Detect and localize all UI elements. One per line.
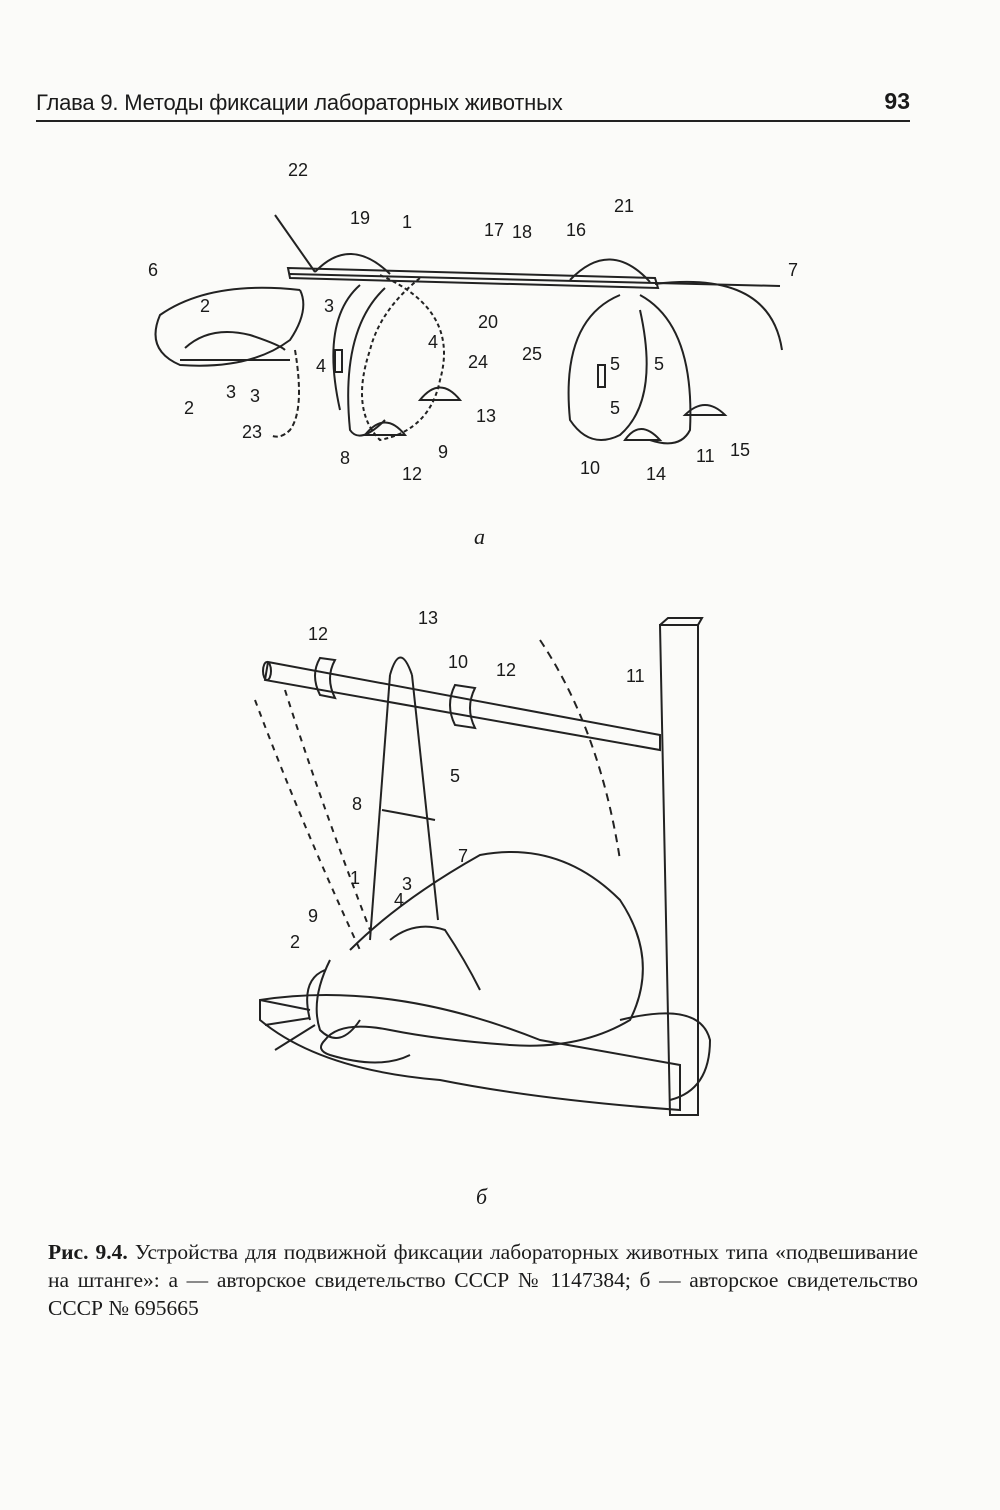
callout-18: 18 xyxy=(512,222,533,242)
callout-9: 9 xyxy=(308,906,319,926)
figure-b-drawing xyxy=(240,600,740,1120)
callout-22: 22 xyxy=(288,160,309,180)
callout-23: 23 xyxy=(242,422,263,442)
figure-a-sublabel: а xyxy=(474,524,485,549)
callout-25: 25 xyxy=(522,344,543,364)
callout-3: 3 xyxy=(402,874,413,894)
caption-text: Устройства для подвижной фиксации лабораторных животных типа «подвешивание на штанге»: а — авторское свидетельство СССР № 1147384; б — авторское свидетельство СССР № 695665 xyxy=(48,1240,918,1320)
callout-5b: 5 xyxy=(610,398,621,418)
callout-1: 1 xyxy=(350,868,361,888)
callout-9: 9 xyxy=(438,442,449,462)
callout-2: 2 xyxy=(200,296,211,316)
callout-11: 11 xyxy=(696,446,715,466)
callout-11: 11 xyxy=(626,666,645,686)
callout-8: 8 xyxy=(340,448,351,468)
callout-5: 5 xyxy=(450,766,461,786)
page-number: 93 xyxy=(884,88,910,114)
callout-12b: 12 xyxy=(496,660,517,680)
callout-10: 10 xyxy=(580,458,601,478)
callout-3b: 3 xyxy=(226,382,237,402)
callout-2b: 2 xyxy=(184,398,195,418)
callout-2: 2 xyxy=(290,932,301,952)
callout-7: 7 xyxy=(788,260,799,280)
callout-13: 13 xyxy=(476,406,497,426)
callout-20: 20 xyxy=(478,312,499,332)
callout-5: 5 xyxy=(654,354,665,374)
figure-a-drawing xyxy=(140,150,820,510)
figure-caption xyxy=(48,1238,918,1322)
callout-14: 14 xyxy=(646,464,667,484)
callout-4b: 4 xyxy=(316,356,327,376)
running-head: Глава 9. Методы фиксации лабораторных животных xyxy=(36,90,563,115)
callout-5c: 5 xyxy=(610,354,621,374)
callout-3: 3 xyxy=(324,296,335,316)
callout-8: 8 xyxy=(352,794,363,814)
callout-15: 15 xyxy=(730,440,751,460)
callout-12: 12 xyxy=(308,624,329,644)
callout-4: 4 xyxy=(394,890,405,910)
callout-21: 21 xyxy=(614,196,635,216)
callout-16: 16 xyxy=(566,220,587,240)
figure-b-sublabel: б xyxy=(476,1184,488,1209)
page-header xyxy=(36,88,910,122)
callout-6: 6 xyxy=(148,260,159,280)
callout-24: 24 xyxy=(468,352,489,372)
callout-1: 1 xyxy=(402,212,413,232)
callout-12: 12 xyxy=(402,464,423,484)
callout-17: 17 xyxy=(484,220,505,240)
callout-7: 7 xyxy=(458,846,469,866)
caption-label: Рис. 9.4. xyxy=(48,1240,128,1264)
callout-10: 10 xyxy=(448,652,469,672)
callout-13: 13 xyxy=(418,608,439,628)
callout-19: 19 xyxy=(350,208,371,228)
callout-4: 4 xyxy=(428,332,439,352)
callout-3c: 3 xyxy=(250,386,261,406)
